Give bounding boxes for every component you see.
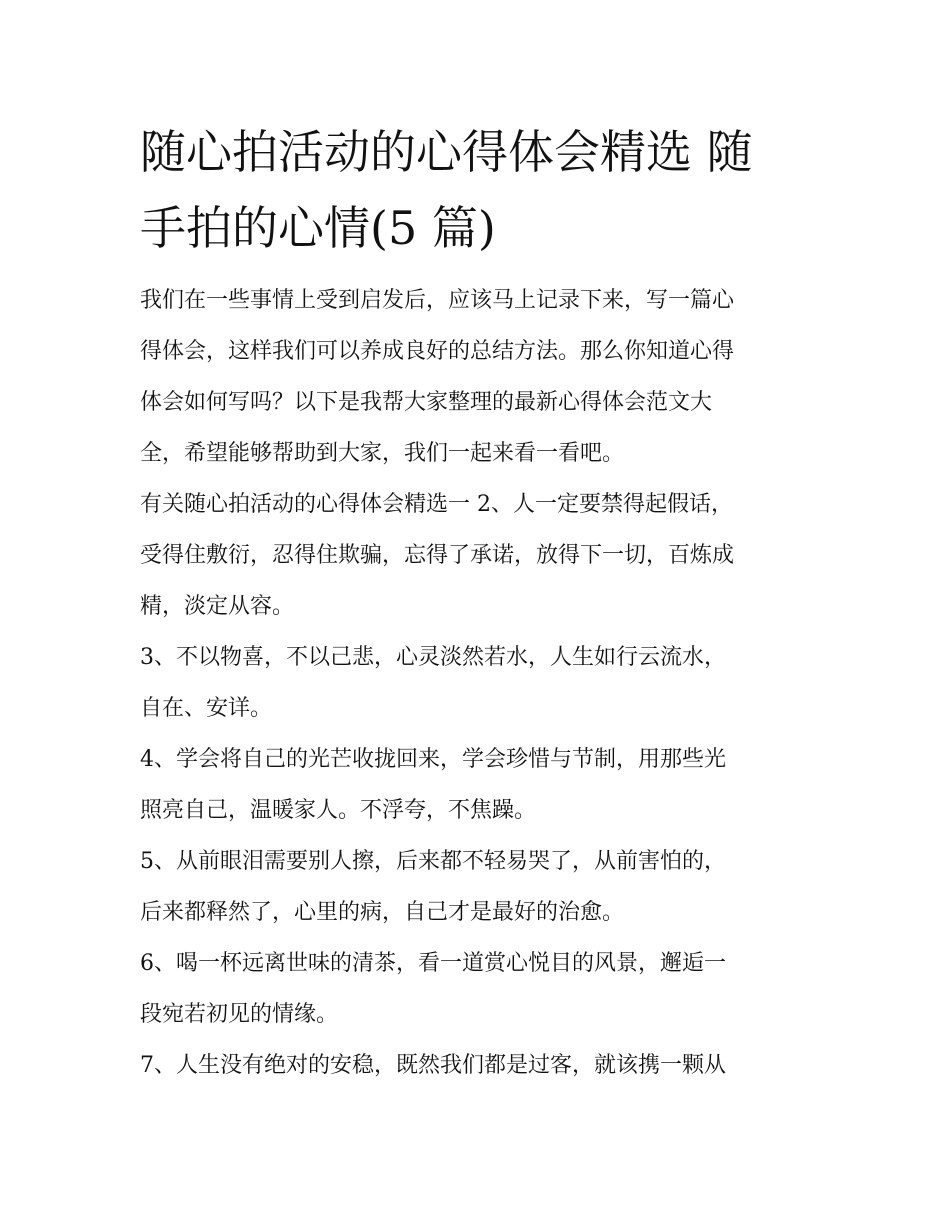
text-line: 照亮自己，温暖家人。不浮夸，不焦躁。: [140, 798, 537, 823]
text-line: 自在、安详。: [140, 696, 273, 721]
text-line: 全，希望能够帮助到大家，我们一起来看一看吧。: [140, 441, 625, 466]
title-line: 随心拍活动的心得体会精选 随: [140, 125, 753, 179]
text-line: 7、人生没有绝对的安稳，既然我们都是过客，就该携一颗从: [140, 1053, 726, 1078]
text-line: 3、不以物喜，不以己悲，心灵淡然若水，人生如行云流水，: [140, 645, 726, 670]
text-line: 有关随心拍活动的心得体会精选一 2、人一定要禁得起假话，: [140, 492, 733, 517]
paragraph-item-6: [140, 945, 830, 1047]
text-line: 4、学会将自己的光芒收拢回来，学会珍惜与节制，用那些光: [140, 747, 726, 772]
title-line: 手拍的心情(5 篇): [140, 201, 496, 255]
paragraph-item-4: [140, 741, 830, 843]
paragraph-item-7: [140, 1047, 830, 1098]
document-title: [140, 114, 820, 266]
document-body: [140, 282, 830, 1098]
text-line: 精，淡定从容。: [140, 594, 295, 619]
paragraph-item-2: [140, 486, 830, 639]
text-line: 后来都释然了，心里的病，自己才是最好的治愈。: [140, 900, 625, 925]
text-line: 受得住敷衍，忍得住欺骗，忘得了承诺，放得下一切，百炼成: [140, 543, 735, 568]
paragraph-item-5: [140, 843, 830, 945]
text-line: 我们在一些事情上受到启发后，应该马上记录下来，写一篇心: [140, 288, 735, 313]
text-line: 得体会，这样我们可以养成良好的总结方法。那么你知道心得: [140, 339, 735, 364]
text-line: 体会如何写吗？以下是我帮大家整理的最新心得体会范文大: [140, 390, 713, 415]
text-line: 段宛若初见的情缘。: [140, 1002, 339, 1027]
text-line: 6、喝一杯远离世味的清茶，看一道赏心悦目的风景，邂逅一: [140, 951, 726, 976]
text-line: 5、从前眼泪需要别人擦，后来都不轻易哭了，从前害怕的，: [140, 849, 726, 874]
paragraph-item-3: [140, 639, 830, 741]
paragraph-intro: [140, 282, 830, 486]
